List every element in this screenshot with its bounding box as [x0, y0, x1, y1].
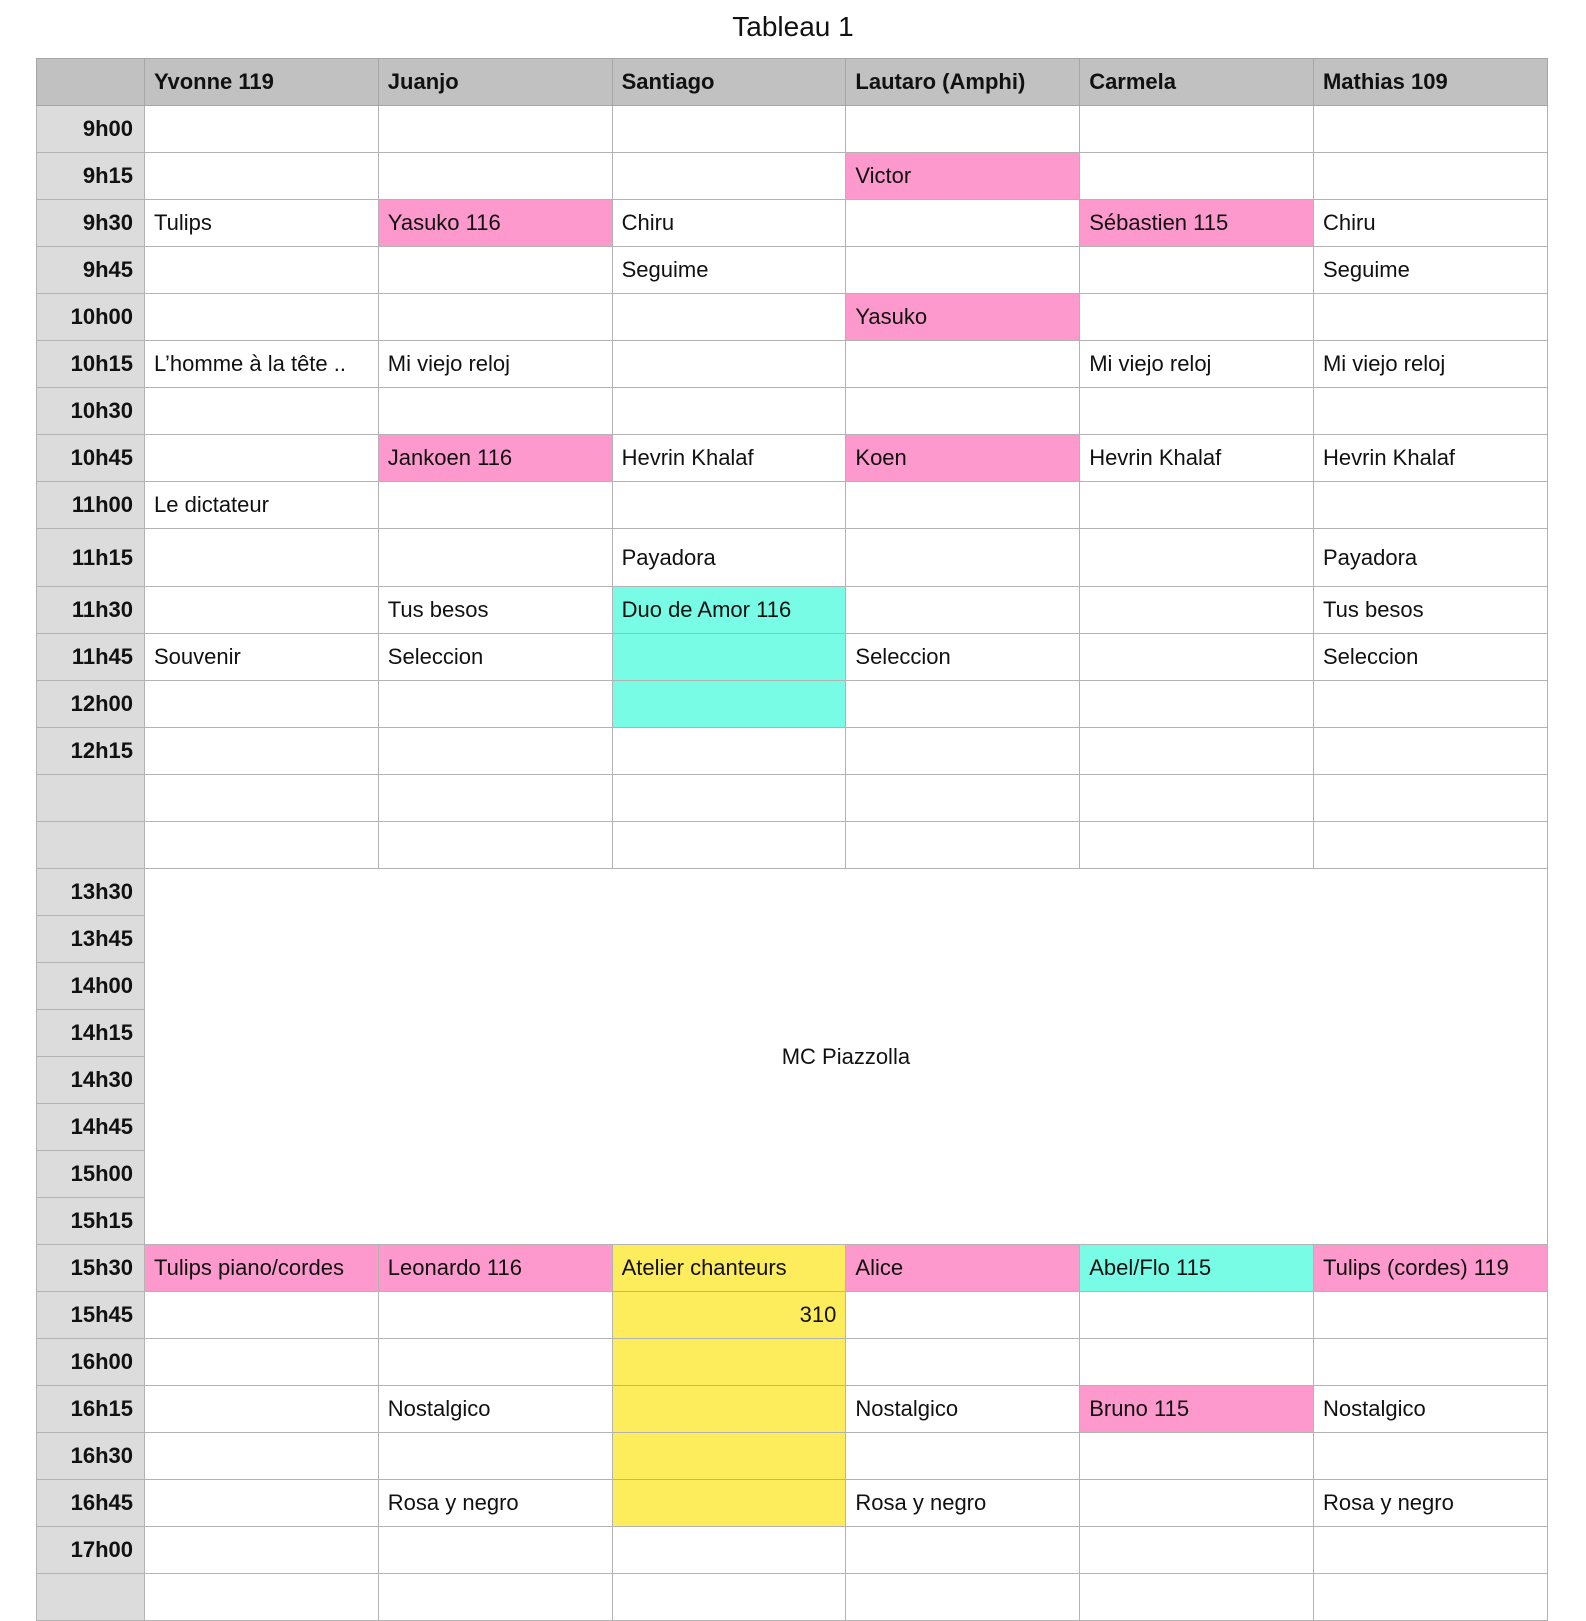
table-row — [37, 341, 1548, 388]
schedule-cell[interactable]: Mi viejo reloj — [378, 341, 612, 388]
table-row — [37, 1245, 1548, 1292]
schedule-cell[interactable]: Mi viejo reloj — [1313, 341, 1547, 388]
schedule-cell[interactable]: Abel/Flo 115 — [1080, 1245, 1314, 1292]
row-time-label[interactable]: 14h30 — [37, 1057, 145, 1104]
schedule-cell[interactable] — [145, 529, 379, 587]
schedule-cell[interactable]: Jankoen 116 — [378, 435, 612, 482]
schedule-cell[interactable]: Rosa y negro — [378, 1480, 612, 1527]
schedule-cell[interactable]: Rosa y negro — [1313, 1480, 1547, 1527]
schedule-cell[interactable] — [145, 294, 379, 341]
table-row — [37, 388, 1548, 435]
schedule-cell[interactable] — [1313, 681, 1547, 728]
merged-block-cell[interactable]: MC Piazzolla — [145, 869, 1548, 1245]
schedule-cell[interactable] — [612, 1527, 846, 1574]
row-time-label[interactable]: 10h45 — [37, 435, 145, 482]
row-time-label[interactable]: 11h45 — [37, 634, 145, 681]
table-row — [37, 482, 1548, 529]
schedule-cell[interactable] — [846, 587, 1080, 634]
row-time-label[interactable]: 15h00 — [37, 1151, 145, 1198]
column-header[interactable]: Yvonne 119 — [145, 59, 379, 106]
schedule-cell[interactable]: Victor — [846, 153, 1080, 200]
row-time-label[interactable]: 15h45 — [37, 1292, 145, 1339]
schedule-cell[interactable] — [145, 435, 379, 482]
schedule-cell[interactable] — [145, 728, 379, 775]
table-row — [37, 869, 1548, 916]
schedule-cell[interactable] — [612, 1433, 846, 1480]
row-time-label[interactable]: 16h45 — [37, 1480, 145, 1527]
schedule-cell[interactable] — [846, 728, 1080, 775]
schedule-cell[interactable] — [378, 106, 612, 153]
schedule-cell[interactable] — [145, 247, 379, 294]
row-time-label[interactable]: 14h15 — [37, 1010, 145, 1057]
schedule-cell[interactable] — [846, 775, 1080, 822]
schedule-cell[interactable] — [1080, 294, 1314, 341]
schedule-cell[interactable] — [612, 634, 846, 681]
schedule-cell[interactable] — [378, 681, 612, 728]
table-row — [37, 1339, 1548, 1386]
schedule-cell[interactable] — [1313, 1527, 1547, 1574]
row-time-label[interactable]: 9h15 — [37, 153, 145, 200]
column-header[interactable]: Lautaro (Amphi) — [846, 59, 1080, 106]
schedule-cell[interactable] — [612, 341, 846, 388]
schedule-cell[interactable] — [145, 1339, 379, 1386]
schedule-cell[interactable] — [378, 822, 612, 869]
row-time-label[interactable]: 11h15 — [37, 529, 145, 587]
row-time-label[interactable]: 17h00 — [37, 1527, 145, 1574]
table-row — [37, 728, 1548, 775]
schedule-cell[interactable] — [612, 1386, 846, 1433]
schedule-cell[interactable]: Seguime — [612, 247, 846, 294]
schedule-cell[interactable] — [1080, 529, 1314, 587]
table-row — [37, 681, 1548, 728]
table-row — [37, 1292, 1548, 1339]
row-time-label[interactable]: 9h45 — [37, 247, 145, 294]
schedule-cell[interactable] — [1080, 775, 1314, 822]
schedule-cell[interactable] — [145, 775, 379, 822]
schedule-cell[interactable] — [145, 681, 379, 728]
schedule-cell[interactable] — [145, 587, 379, 634]
row-time-label[interactable]: 10h15 — [37, 341, 145, 388]
schedule-cell[interactable] — [612, 1574, 846, 1621]
schedule-cell[interactable] — [145, 1527, 379, 1574]
schedule-cell[interactable] — [1313, 482, 1547, 529]
schedule-cell[interactable] — [846, 822, 1080, 869]
schedule-cell[interactable]: Le dictateur — [145, 482, 379, 529]
column-header[interactable]: Carmela — [1080, 59, 1314, 106]
row-time-label[interactable]: 11h00 — [37, 482, 145, 529]
schedule-cell[interactable] — [1080, 1480, 1314, 1527]
column-header[interactable]: Mathias 109 — [1313, 59, 1547, 106]
table-row — [37, 153, 1548, 200]
schedule-cell[interactable] — [1080, 153, 1314, 200]
schedule-cell[interactable] — [1080, 681, 1314, 728]
schedule-cell[interactable]: Seguime — [1313, 247, 1547, 294]
schedule-cell[interactable] — [145, 1480, 379, 1527]
schedule-cell[interactable] — [1080, 482, 1314, 529]
schedule-cell[interactable] — [612, 106, 846, 153]
schedule-cell[interactable]: Alice — [846, 1245, 1080, 1292]
schedule-cell[interactable] — [1313, 153, 1547, 200]
schedule-cell[interactable] — [1080, 1433, 1314, 1480]
row-time-label[interactable]: 13h30 — [37, 869, 145, 916]
schedule-cell[interactable] — [145, 1386, 379, 1433]
schedule-cell[interactable] — [145, 1574, 379, 1621]
schedule-cell[interactable] — [1080, 728, 1314, 775]
schedule-cell[interactable] — [378, 247, 612, 294]
schedule-cell[interactable]: Chiru — [1313, 200, 1547, 247]
schedule-cell[interactable] — [612, 728, 846, 775]
table-row — [37, 1386, 1548, 1433]
schedule-cell[interactable]: Chiru — [612, 200, 846, 247]
schedule-cell[interactable] — [1313, 728, 1547, 775]
schedule-cell[interactable] — [612, 822, 846, 869]
schedule-cell[interactable] — [1080, 1339, 1314, 1386]
schedule-cell[interactable]: Duo de Amor 116 — [612, 587, 846, 634]
row-time-label[interactable] — [37, 822, 145, 869]
row-time-label[interactable] — [37, 775, 145, 822]
row-time-label[interactable]: 13h45 — [37, 916, 145, 963]
corner-header-cell[interactable] — [37, 59, 145, 106]
schedule-cell[interactable]: Nostalgico — [378, 1386, 612, 1433]
schedule-cell[interactable] — [846, 247, 1080, 294]
row-time-label[interactable]: 12h15 — [37, 728, 145, 775]
table-row — [37, 587, 1548, 634]
schedule-cell[interactable]: Seleccion — [1313, 634, 1547, 681]
schedule-cell[interactable]: Hevrin Khalaf — [612, 435, 846, 482]
row-time-label[interactable]: 10h30 — [37, 388, 145, 435]
schedule-cell[interactable] — [846, 1527, 1080, 1574]
schedule-cell[interactable] — [145, 1433, 379, 1480]
row-time-label[interactable]: 16h30 — [37, 1433, 145, 1480]
schedule-cell[interactable]: Sébastien 115 — [1080, 200, 1314, 247]
schedule-cell[interactable] — [1080, 634, 1314, 681]
schedule-cell[interactable] — [378, 1574, 612, 1621]
row-time-label[interactable]: 16h00 — [37, 1339, 145, 1386]
schedule-cell[interactable]: Rosa y negro — [846, 1480, 1080, 1527]
row-time-label[interactable]: 12h00 — [37, 681, 145, 728]
schedule-cell[interactable] — [378, 1433, 612, 1480]
schedule-cell[interactable] — [1313, 1574, 1547, 1621]
schedule-cell[interactable] — [1080, 388, 1314, 435]
schedule-cell[interactable] — [1313, 775, 1547, 822]
table-row — [37, 775, 1548, 822]
table-row — [37, 529, 1548, 587]
schedule-cell[interactable] — [1313, 106, 1547, 153]
schedule-cell[interactable] — [145, 822, 379, 869]
schedule-cell[interactable] — [145, 388, 379, 435]
table-row — [37, 1480, 1548, 1527]
schedule-cell[interactable] — [612, 388, 846, 435]
schedule-cell[interactable] — [145, 106, 379, 153]
schedule-cell[interactable] — [846, 1292, 1080, 1339]
table-row — [37, 1574, 1548, 1621]
schedule-cell[interactable] — [846, 529, 1080, 587]
schedule-cell[interactable] — [612, 1480, 846, 1527]
row-time-label[interactable]: 15h30 — [37, 1245, 145, 1292]
schedule-cell[interactable] — [378, 153, 612, 200]
schedule-cell[interactable] — [378, 775, 612, 822]
schedule-cell[interactable]: Hevrin Khalaf — [1313, 435, 1547, 482]
schedule-cell[interactable] — [1313, 388, 1547, 435]
table-row — [37, 1527, 1548, 1574]
schedule-cell[interactable]: Atelier chanteurs — [612, 1245, 846, 1292]
schedule-cell[interactable] — [378, 1527, 612, 1574]
schedule-cell[interactable] — [612, 482, 846, 529]
table-row — [37, 106, 1548, 153]
schedule-cell[interactable] — [612, 681, 846, 728]
schedule-cell[interactable] — [145, 1292, 379, 1339]
schedule-cell[interactable]: 310 — [612, 1292, 846, 1339]
row-time-label[interactable]: 16h15 — [37, 1386, 145, 1433]
schedule-cell[interactable] — [1313, 822, 1547, 869]
schedule-cell[interactable]: Mi viejo reloj — [1080, 341, 1314, 388]
schedule-cell[interactable] — [378, 529, 612, 587]
row-time-label[interactable]: 15h15 — [37, 1198, 145, 1245]
schedule-cell[interactable] — [378, 1339, 612, 1386]
row-time-label[interactable]: 10h00 — [37, 294, 145, 341]
schedule-cell[interactable] — [145, 153, 379, 200]
schedule-cell[interactable]: L’homme à la tête .. — [145, 341, 379, 388]
table-row — [37, 294, 1548, 341]
schedule-cell[interactable] — [612, 775, 846, 822]
schedule-cell[interactable]: Yasuko — [846, 294, 1080, 341]
table-row — [37, 822, 1548, 869]
schedule-cell[interactable] — [378, 388, 612, 435]
schedule-cell[interactable] — [1313, 1433, 1547, 1480]
header-row — [37, 59, 1548, 106]
schedule-cell[interactable]: Leonardo 116 — [378, 1245, 612, 1292]
table-row — [37, 200, 1548, 247]
schedule-cell[interactable] — [846, 1574, 1080, 1621]
table-row — [37, 634, 1548, 681]
schedule-cell[interactable] — [846, 341, 1080, 388]
column-header[interactable]: Juanjo — [378, 59, 612, 106]
schedule-cell[interactable]: Bruno 115 — [1080, 1386, 1314, 1433]
schedule-cell[interactable]: Tus besos — [378, 587, 612, 634]
schedule-cell[interactable]: Payadora — [612, 529, 846, 587]
schedule-cell[interactable] — [846, 1339, 1080, 1386]
table-row — [37, 435, 1548, 482]
schedule-cell[interactable] — [1313, 1292, 1547, 1339]
schedule-cell[interactable]: Payadora — [1313, 529, 1547, 587]
schedule-cell[interactable]: Seleccion — [378, 634, 612, 681]
schedule-cell[interactable] — [378, 1292, 612, 1339]
schedule-cell[interactable] — [612, 153, 846, 200]
schedule-cell[interactable]: Koen — [846, 435, 1080, 482]
schedule-cell[interactable] — [1313, 294, 1547, 341]
schedule-cell[interactable] — [378, 294, 612, 341]
table-row — [37, 1433, 1548, 1480]
schedule-cell[interactable] — [846, 200, 1080, 247]
schedule-cell[interactable]: Yasuko 116 — [378, 200, 612, 247]
schedule-cell[interactable] — [612, 1339, 846, 1386]
row-time-label[interactable]: 14h45 — [37, 1104, 145, 1151]
schedule-cell[interactable] — [846, 388, 1080, 435]
schedule-cell[interactable]: Tus besos — [1313, 587, 1547, 634]
schedule-cell[interactable] — [378, 728, 612, 775]
schedule-cell[interactable] — [612, 294, 846, 341]
schedule-cell[interactable] — [1313, 1339, 1547, 1386]
schedule-cell[interactable] — [846, 106, 1080, 153]
schedule-cell[interactable]: Tulips — [145, 200, 379, 247]
schedule-cell[interactable]: Hevrin Khalaf — [1080, 435, 1314, 482]
schedule-cell[interactable] — [1080, 1574, 1314, 1621]
table-row — [37, 247, 1548, 294]
row-time-label[interactable]: 14h00 — [37, 963, 145, 1010]
schedule-cell[interactable] — [846, 482, 1080, 529]
schedule-cell[interactable]: Souvenir — [145, 634, 379, 681]
schedule-cell[interactable] — [1080, 1292, 1314, 1339]
column-header[interactable]: Santiago — [612, 59, 846, 106]
schedule-cell[interactable]: Nostalgico — [846, 1386, 1080, 1433]
schedule-cell[interactable]: Tulips piano/cordes — [145, 1245, 379, 1292]
schedule-cell[interactable] — [846, 1433, 1080, 1480]
schedule-cell[interactable] — [1080, 247, 1314, 294]
schedule-cell[interactable]: Tulips (cordes) 119 — [1313, 1245, 1547, 1292]
schedule-cell[interactable] — [1080, 106, 1314, 153]
schedule-cell[interactable] — [1080, 1527, 1314, 1574]
schedule-cell[interactable]: Seleccion — [846, 634, 1080, 681]
sheet-title: Tableau 1 — [732, 11, 854, 42]
schedule-cell[interactable] — [1080, 587, 1314, 634]
schedule-cell[interactable] — [378, 482, 612, 529]
row-time-label[interactable]: 9h30 — [37, 200, 145, 247]
row-time-label[interactable]: 9h00 — [37, 106, 145, 153]
schedule-table — [36, 58, 1548, 1621]
schedule-cell[interactable] — [1080, 822, 1314, 869]
row-time-label[interactable]: 11h30 — [37, 587, 145, 634]
schedule-cell[interactable]: Nostalgico — [1313, 1386, 1547, 1433]
row-time-label[interactable] — [37, 1574, 145, 1621]
schedule-cell[interactable] — [846, 681, 1080, 728]
